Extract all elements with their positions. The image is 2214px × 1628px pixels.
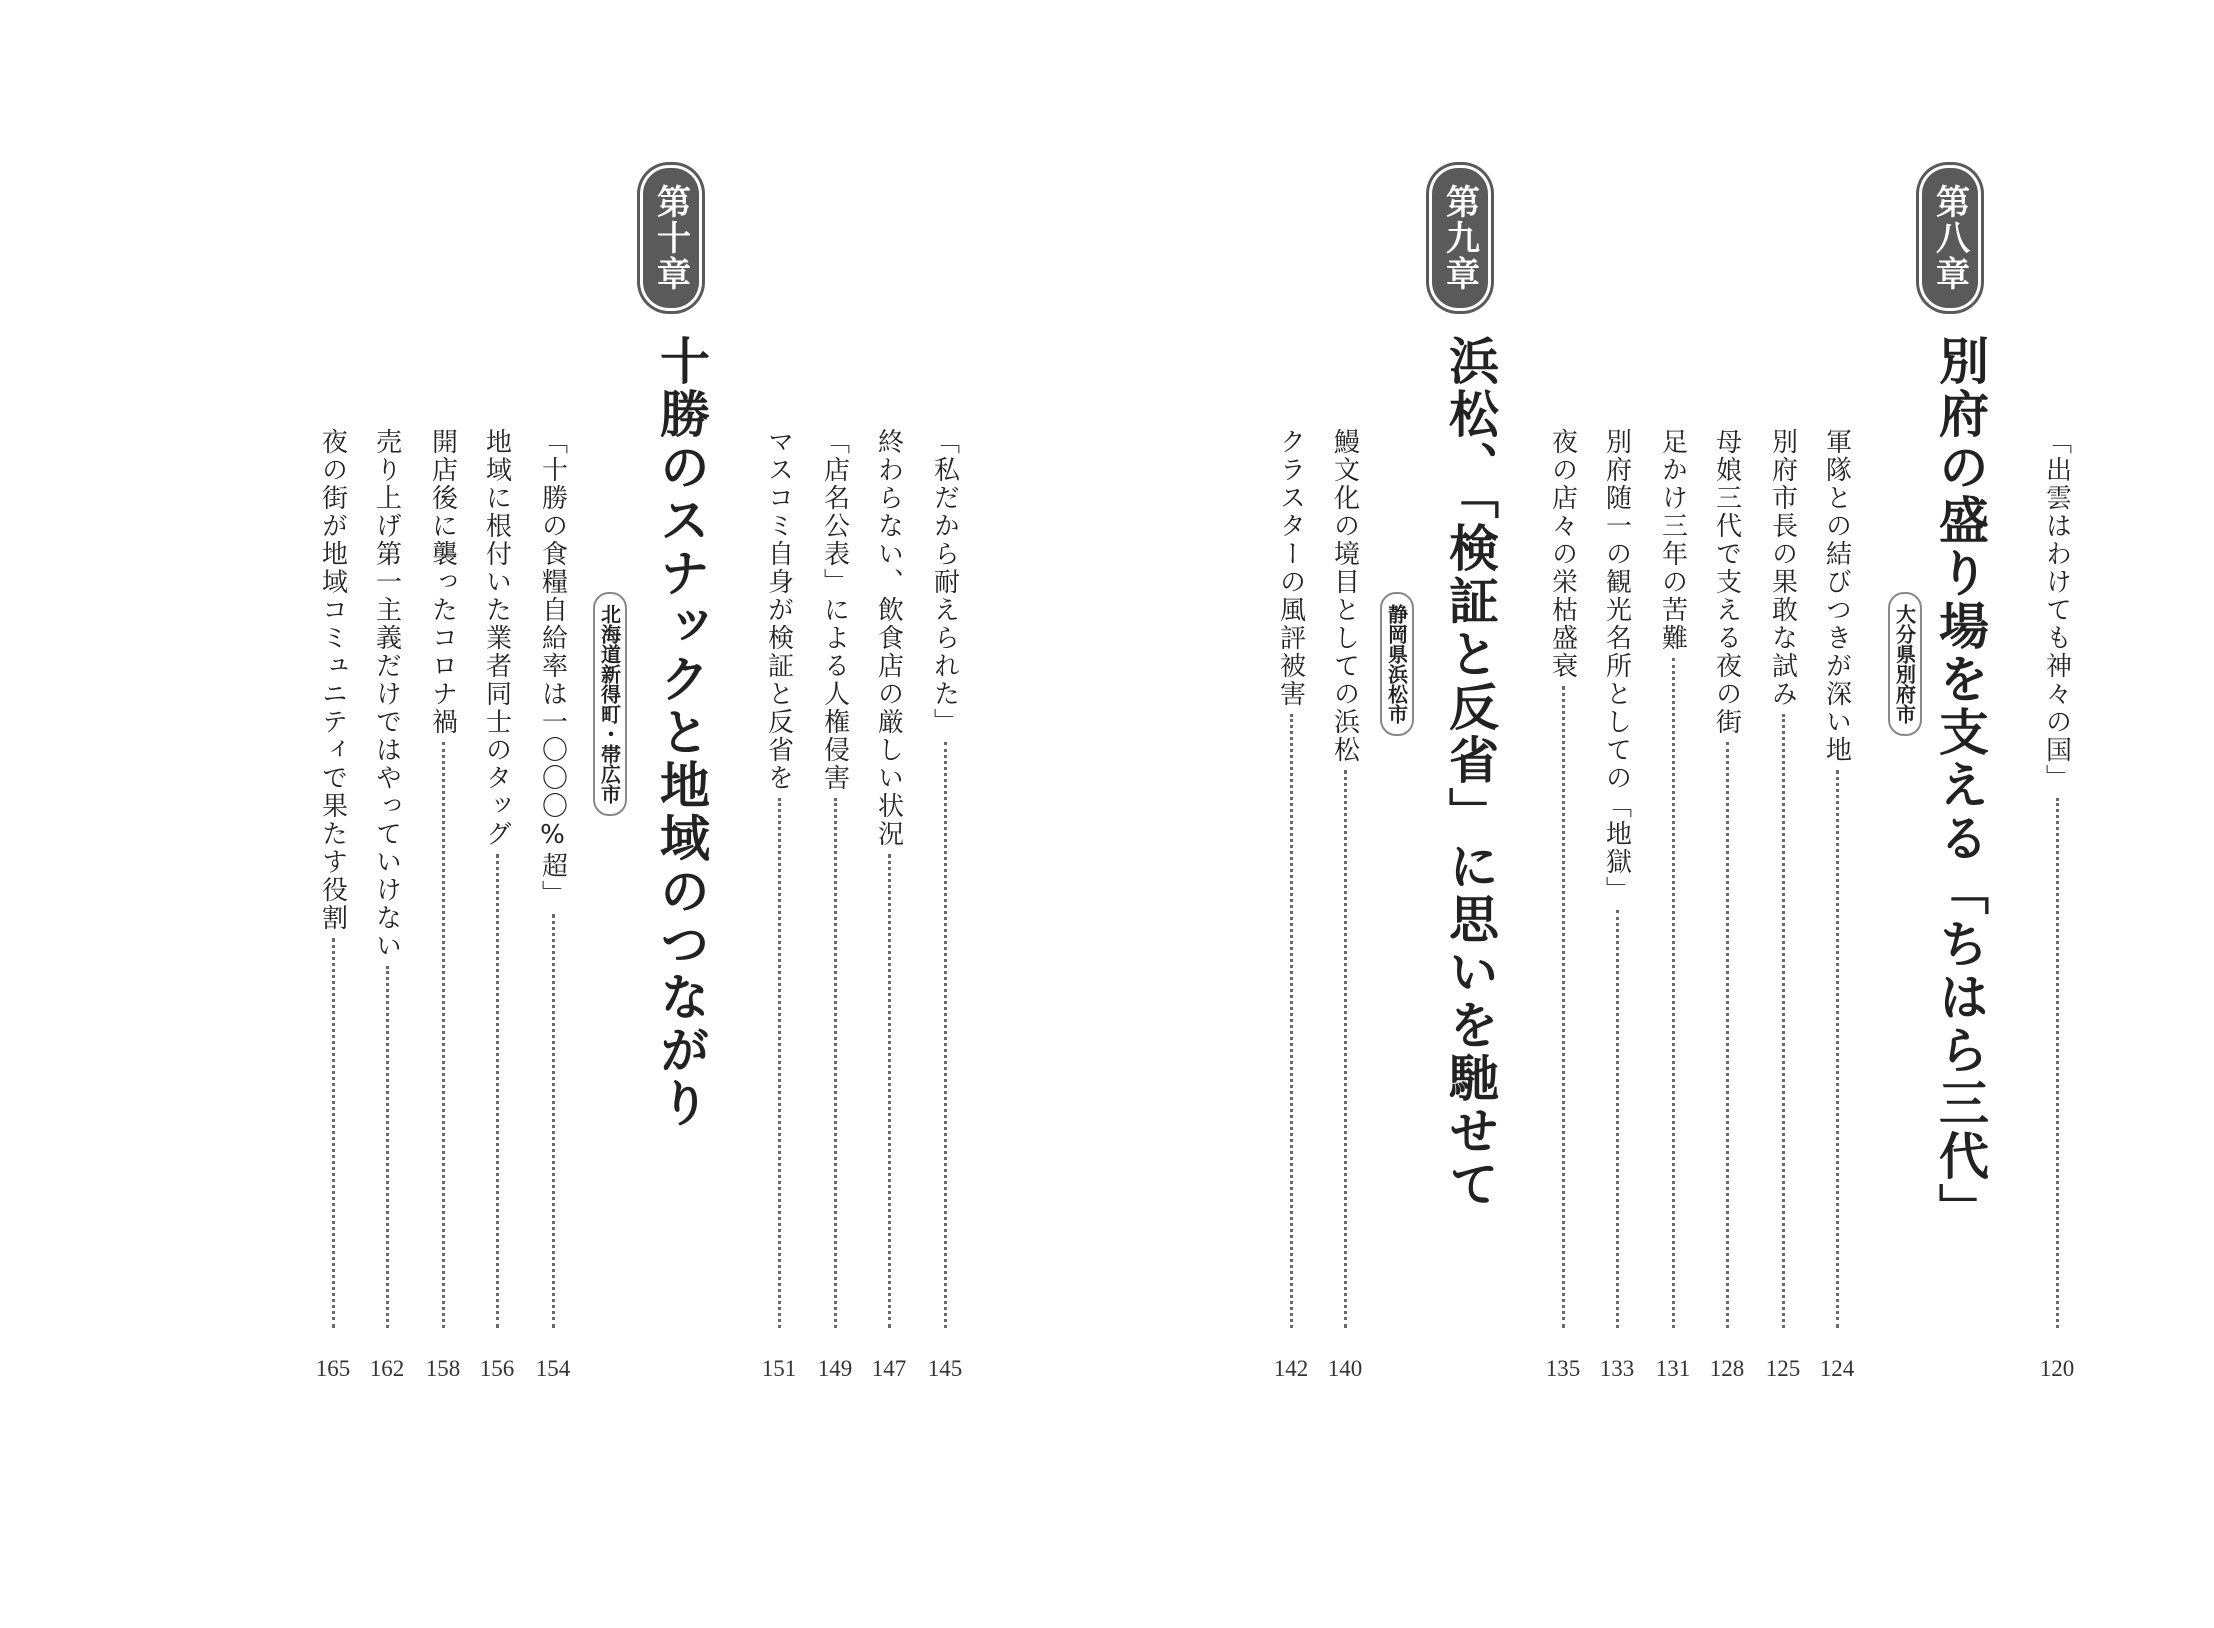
chapter-10-title: 十勝のスナックと地域のつながり [652,335,711,1130]
toc-entry-text: 地域に根付いた業者同士のタッグ [481,428,512,848]
toc-entry-text: マスコミ自身が検証と反省を [763,428,794,792]
page-number: 142 [1273,1356,1309,1381]
dot-leader [386,966,389,1328]
dot-leader [496,854,499,1328]
toc-entry-text: 夜の街が地域コミュニティで果たす役割 [317,428,348,932]
toc-entry-text: 「店名公表」による人権侵害 [819,428,850,792]
page-number: 156 [479,1356,515,1381]
dot-leader [2056,798,2059,1328]
toc-entry[interactable] [1546,428,1580,1328]
dot-leader [1782,714,1785,1328]
chapter-8-title: 別府の盛り場を支える「ちはら三代」 [1931,335,1990,1236]
dot-leader [834,798,837,1328]
toc-entry-text: 終わらない、飲食店の厳しい状況 [873,428,904,848]
page-number: 162 [369,1356,405,1381]
toc-entry[interactable] [536,428,570,1328]
toc-entry-text: 「十勝の食糧自給率は一〇〇〇%超」 [537,428,568,908]
toc-entry-text: 別府市長の果敢な試み [1767,428,1798,708]
page-number: 128 [1709,1356,1745,1381]
dot-leader [552,914,555,1328]
toc-entry-text: 開店後に襲ったコロナ禍 [427,428,458,736]
chapter-9-badge [1432,168,1488,308]
toc-entry-text: 夜の店々の栄枯盛衰 [1547,428,1578,680]
chapter-9-badge-label: 第九章 [1439,184,1480,292]
dot-leader [1672,658,1675,1328]
dot-leader [332,938,335,1328]
chapter-8-badge-label: 第八章 [1929,184,1970,292]
page-number: 158 [425,1356,461,1381]
toc-entry[interactable] [1710,428,1744,1328]
dot-leader [778,798,781,1328]
toc-entry[interactable] [316,428,350,1328]
toc-entry[interactable] [426,428,460,1328]
dot-leader [1726,742,1729,1328]
toc-entry[interactable] [762,428,796,1328]
page-number: 151 [761,1356,797,1381]
toc-entry-text: クラスターの風評被害 [1275,428,1306,708]
page-number: 124 [1819,1356,1855,1381]
chapter-8-region-tag: 大分県別府市 [1888,592,1922,736]
dot-leader [1562,686,1565,1328]
page-number: 120 [2039,1356,2075,1381]
chapter-10-badge-label: 第十章 [650,184,691,292]
page-number: 147 [871,1356,907,1381]
toc-entry-text: 鰻文化の境目としての浜松 [1329,428,1360,764]
toc-entry[interactable] [1766,428,1800,1328]
page-number: 154 [535,1356,571,1381]
page-number: 140 [1327,1356,1363,1381]
dot-leader [944,742,947,1328]
toc-entry-text: 母娘三代で支える夜の街 [1711,428,1742,736]
dot-leader [442,742,445,1328]
toc-entry-text: 「私だから耐えられた」 [929,428,960,736]
toc-entry-text: 足かけ三年の苦難 [1657,428,1688,652]
page-number: 165 [315,1356,351,1381]
page-number: 149 [817,1356,853,1381]
chapter-8-badge [1922,168,1978,308]
toc-entry[interactable] [2040,428,2074,1328]
toc-entry-text: 「出雲はわけても神々の国」 [2041,428,2072,792]
dot-leader [1290,714,1293,1328]
chapter-9-region-tag: 静岡県浜松市 [1380,592,1414,736]
toc-entry-text: 売り上げ第一主義だけではやっていけない [371,428,402,960]
toc-entry[interactable] [480,428,514,1328]
toc-entry-text: 軍隊との結びつきが深い地 [1821,428,1852,764]
dot-leader [1836,770,1839,1328]
page-number: 135 [1545,1356,1581,1381]
dot-leader [888,854,891,1328]
toc-entry[interactable] [370,428,404,1328]
toc-entry[interactable] [1656,428,1690,1328]
toc-entry[interactable] [1820,428,1854,1328]
toc-entry[interactable] [928,428,962,1328]
chapter-10-region-tag: 北海道新得町・帯広市 [593,592,627,816]
toc-entry[interactable] [1274,428,1308,1328]
chapter-10-badge [643,168,699,308]
page-number: 131 [1655,1356,1691,1381]
page-number: 145 [927,1356,963,1381]
toc-entry[interactable] [1328,428,1362,1328]
dot-leader [1616,910,1619,1328]
chapter-9-title: 浜松、「検証と反省」に思いを馳せて [1441,335,1500,1211]
page-number: 133 [1599,1356,1635,1381]
toc-entry[interactable] [818,428,852,1328]
toc-entry[interactable] [1600,428,1634,1328]
toc-entry-text: 別府随一の観光名所としての「地獄」 [1601,428,1632,904]
toc-entry[interactable] [872,428,906,1328]
page-number: 125 [1765,1356,1801,1381]
dot-leader [1344,770,1347,1328]
